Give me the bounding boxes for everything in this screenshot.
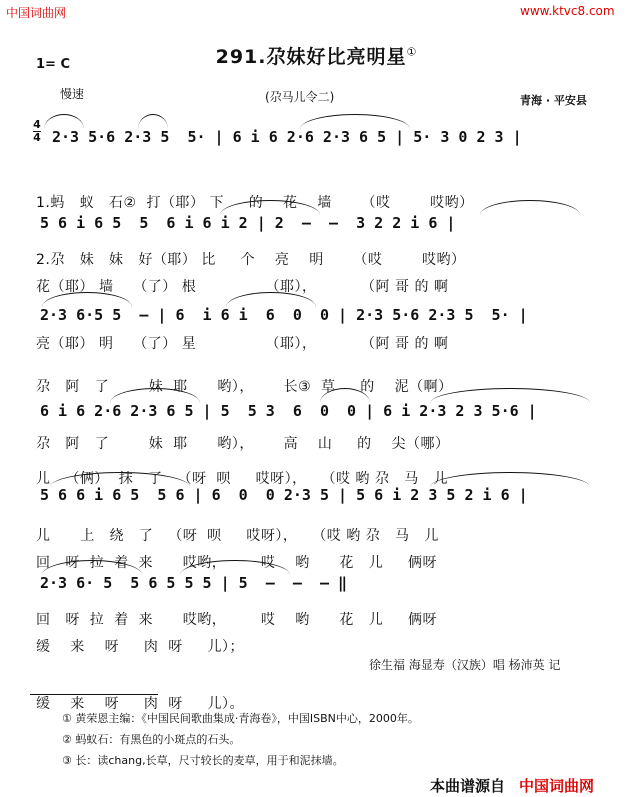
staff-line-5 [30,472,602,512]
slur [480,200,580,215]
footnote-1: ① 黄荣恩主编：《中国民间歌曲集成·青海卷》，中国ISBN中心，2000年。 [62,712,419,725]
lyric-verse-1: 1.蚂 蚁 石② 打（耶） 下 的 花 墙 （哎 哎哟） [36,195,474,211]
time-signature-bottom: 4 [33,131,41,144]
lyric-verse-1: 缓 来 呀 肉 呀 儿）； [36,639,245,655]
slur [42,560,142,575]
region-label: 青海 · 平安县 [520,94,587,107]
slur [300,114,410,129]
footnote-3: ③ 长：读chang,长草，尺寸较长的麦草，用于和泥抹墙。 [62,754,344,767]
staff-notes: 6 i 6 2·6 2·3 6 5 | 5 5 3 6 0 0 | 6 i 2·3 2 3 5·6 | [40,402,537,420]
lyric-verse-1: 回 呀 拉 着 来 哎哟， 哎 哟 花 儿 俩呀 [36,555,438,571]
slur [42,292,132,307]
watermark-left: 中国词曲网 [6,6,67,20]
title-text: 291.尕妹好比亮明星 [215,46,407,68]
lyric-verse-2: 回 呀 拉 着 来 哎哟， 哎 哟 花 儿 俩呀 [36,612,438,628]
staff-line-4 [30,388,602,428]
subtitle: (尕马儿令二) [265,90,335,104]
slur [138,114,168,129]
lyric-verse-2: 儿 上 绕 了 （呀 呗 哎呀）， （哎 哟 尕 马 儿 [36,528,439,544]
lyric-verse-1: 儿 （俩） 抹 了 （呀 呗 哎呀）， （哎 哟 尕 马 儿 [36,471,449,487]
lyric-verse-2: 2.尕 妹 妹 好（耶） 比 个 亮 明 （哎 哎哟） [36,252,466,268]
staff-line-3 [30,292,602,332]
slur [44,114,84,129]
performer-credit: 徐生福 海显寿（汉族）唱 杨沛英 记 [369,658,561,672]
staff-notes: 2·3 6·5 5 – | 6 i 6 i 6 0 0 | 2·3 5·6 2·3 5 5· | [40,306,528,324]
lyric-verse-1: 花（耶） 墙 （了） 根 （耶）， （阿 哥 的 啊 [36,279,449,295]
slur [220,200,320,215]
lyric-verse-2: 尕 阿 了 妹 耶 哟）， 高 山 的 尖（哪） [36,436,450,452]
slur [320,388,370,403]
slur [430,388,590,403]
staff-notes: 2·3 6· 5 5 6 5 5 5 | 5 – – – ‖ [40,574,348,592]
watermark-right: www.ktvc8.com [520,4,615,18]
tempo-marking: 慢速 [60,87,85,101]
title-footnote-mark: ① [406,45,418,59]
footer-source-label: 本曲谱源自 [430,777,506,795]
lyric-verse-2: 亮（耶） 明 （了） 星 （耶）， （阿 哥 的 啊 [36,336,449,352]
time-signature-top: 4 [33,118,41,131]
key-signature: 1= C [36,57,71,72]
staff-line-2 [30,200,602,240]
staff-line-6 [30,560,602,600]
lyric-verse-2: 缓 来 呀 肉 呀 儿）。 [36,696,245,712]
staff-notes: 5 6 6 i 6 5 5 6 | 6 0 0 2·3 5 | 5 6 i 2 3 5 2 i 6 | [40,486,528,504]
slur [180,560,290,575]
slur [430,472,590,487]
staff-line-1 [30,114,602,154]
staff-notes: 2·3 5·6 2·3 5 5· | 6 i 6 2·6 2·3 6 5 | 5· 3 0 2 3 | [52,128,522,146]
footnote-2: ② 蚂蚁石：有黑色的小斑点的石头。 [62,733,241,746]
footer-source [430,775,594,796]
slur [226,292,316,307]
slur [110,388,200,403]
song-title [0,42,633,69]
footnote-divider [30,694,158,695]
footer-site-name: 中国词曲网 [519,777,595,795]
lyric-verse-1: 尕 阿 了 妹 耶 哟）， 长③ 草 的 泥（啊） [36,379,453,395]
staff-notes: 5 6 i 6 5 5 6 i 6 i 2 | 2 – – 3 2 2 i 6 | [40,214,456,232]
slur [50,472,190,487]
